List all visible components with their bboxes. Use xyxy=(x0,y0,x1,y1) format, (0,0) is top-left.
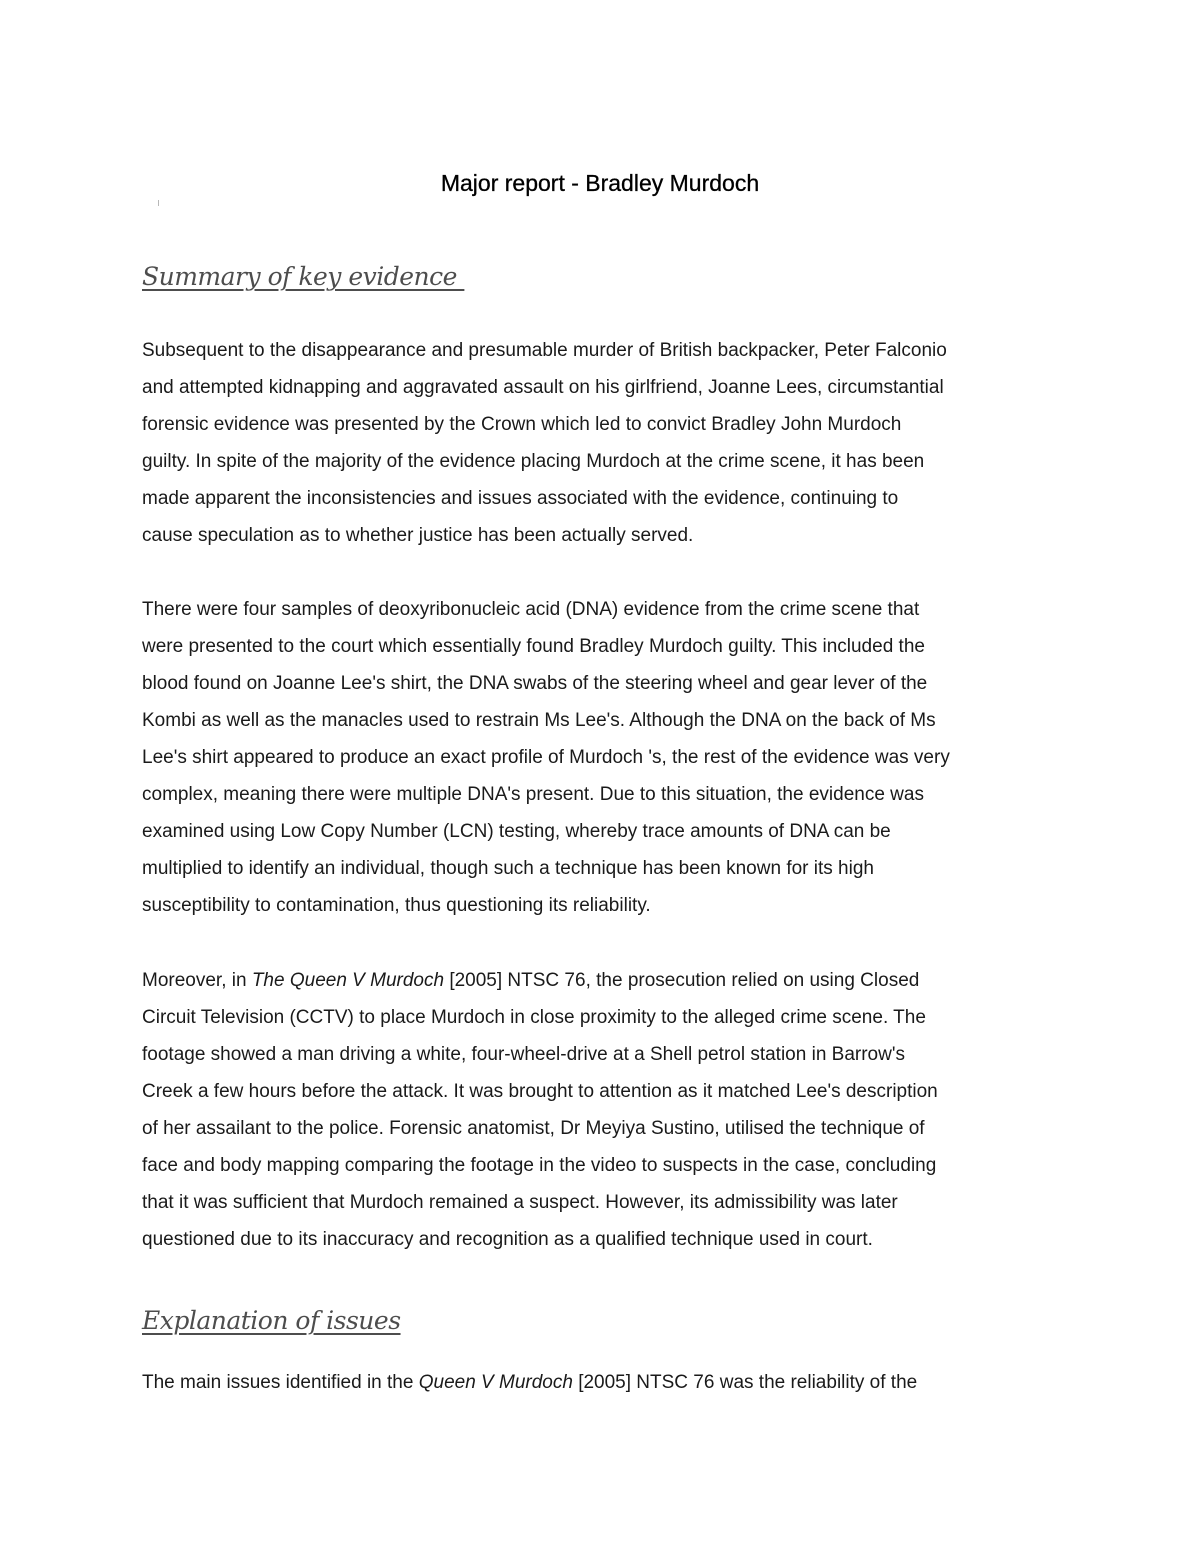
case-citation-italic: Queen V Murdoch xyxy=(418,1372,573,1393)
paragraph-line: Circuit Television (CCTV) to place Murdoch in close proximity to the alleged crime scene. The xyxy=(142,1007,926,1028)
section-heading-summary: Summary of key evidence xyxy=(142,262,465,291)
paragraph-line: examined using Low Copy Number (LCN) testing, whereby trace amounts of DNA can be xyxy=(142,821,891,842)
case-citation-italic: The Queen V Murdoch xyxy=(251,970,445,991)
text-run: The main issues identified in the xyxy=(142,1372,419,1393)
paragraph-line: and attempted kidnapping and aggravated assault on his girlfriend, Joanne Lees, circumstantial xyxy=(142,377,944,398)
paragraph-line: complex, meaning there were multiple DNA's present. Due to this situation, the evidence was xyxy=(142,784,924,805)
paragraph-issues-intro xyxy=(142,1364,1082,1401)
paragraph-summary-intro xyxy=(142,332,1082,554)
paragraph-line: Subsequent to the disappearance and presumable murder of British backpacker, Peter Falconio xyxy=(142,340,947,361)
paragraph-line: Kombi as well as the manacles used to restrain Ms Lee's. Although the DNA on the back of Ms xyxy=(142,710,936,731)
text-run: [2005] NTSC 76, the prosecution relied on using Closed xyxy=(444,970,920,991)
section-heading-issues: Explanation of issues xyxy=(142,1306,401,1335)
paragraph-line: footage showed a man driving a white, four-wheel-drive at a Shell petrol station in Barrow's xyxy=(142,1044,905,1065)
document-title: Major report - Bradley Murdoch xyxy=(440,170,760,196)
paragraph-cctv-evidence xyxy=(142,962,1082,1258)
paragraph-line: cause speculation as to whether justice has been actually served. xyxy=(142,525,694,546)
paragraph-line: guilty. In spite of the majority of the evidence placing Murdoch at the crime scene, it has been xyxy=(142,451,925,472)
paragraph-line xyxy=(142,962,1082,999)
paragraph-line: were presented to the court which essentially found Bradley Murdoch guilty. This included the xyxy=(142,636,925,657)
paragraph-line: There were four samples of deoxyribonucleic acid (DNA) evidence from the crime scene that xyxy=(142,599,920,620)
paragraph-line: multiplied to identify an individual, though such a technique has been known for its high xyxy=(142,858,874,879)
text-run: [2005] NTSC 76 was the reliability of the xyxy=(572,1372,918,1393)
text-run: Moreover, in xyxy=(142,970,252,991)
stray-mark xyxy=(158,200,159,206)
paragraph-line: forensic evidence was presented by the Crown which led to convict Bradley John Murdoch xyxy=(142,414,902,435)
paragraph-line: of her assailant to the police. Forensic anatomist, Dr Meyiya Sustino, utilised the technique of xyxy=(142,1118,925,1139)
paragraph-dna-evidence xyxy=(142,591,1082,924)
paragraph-line: blood found on Joanne Lee's shirt, the DNA swabs of the steering wheel and gear lever of the xyxy=(142,673,928,694)
paragraph-line: Creek a few hours before the attack. It was brought to attention as it matched Lee's description xyxy=(142,1081,938,1102)
paragraph-line: face and body mapping comparing the footage in the video to suspects in the case, concluding xyxy=(142,1155,937,1176)
paragraph-line: Lee's shirt appeared to produce an exact profile of Murdoch 's, the rest of the evidence was very xyxy=(142,747,950,768)
paragraph-line: questioned due to its inaccuracy and recognition as a qualified technique used in court. xyxy=(142,1229,873,1250)
paragraph-line: made apparent the inconsistencies and issues associated with the evidence, continuing to xyxy=(142,488,899,509)
paragraph-line: that it was sufficient that Murdoch remained a suspect. However, its admissibility was later xyxy=(142,1192,898,1213)
paragraph-line xyxy=(142,1364,1082,1401)
paragraph-line: susceptibility to contamination, thus questioning its reliability. xyxy=(142,895,651,916)
